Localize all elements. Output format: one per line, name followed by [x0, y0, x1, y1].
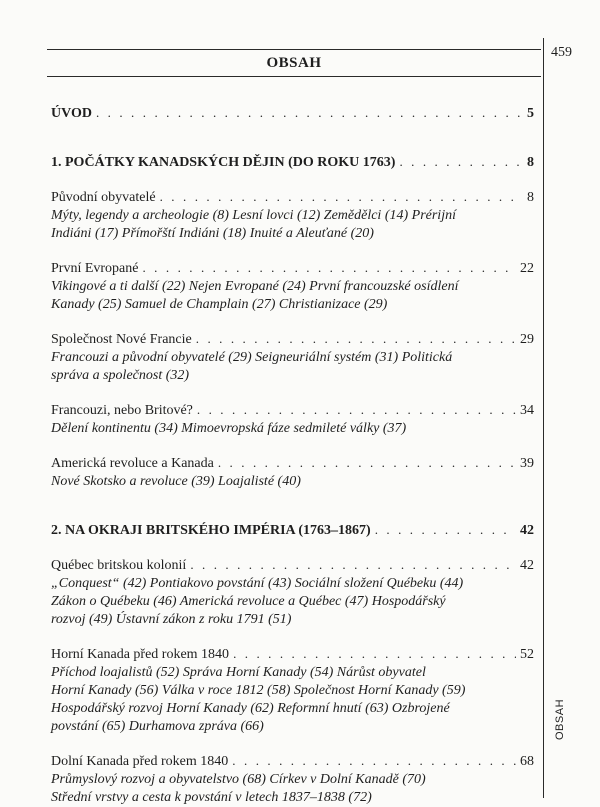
toc-section: [51, 188, 534, 243]
section-label: První Evropané: [51, 261, 139, 276]
subsection-list: [51, 420, 534, 438]
subsection-line: Střední vrstvy a cesta k povstání v letech 1837–1838 (72): [51, 790, 372, 805]
dot-leader: [197, 401, 516, 419]
section-page: 39: [520, 456, 534, 471]
entry-page: 5: [527, 106, 534, 121]
section-page: 22: [520, 261, 534, 276]
toc-section: [51, 752, 534, 807]
chapter-page: 42: [520, 523, 534, 538]
section-row: [51, 188, 534, 207]
page-title: OBSAH: [266, 55, 322, 71]
subsection-line: Vikingové a ti další (22) Nejen Evropané (24) První francouzské osídlení: [51, 279, 459, 294]
subsection-line: Příchod loajalistů (52) Správa Horní Kanady (54) Nárůst obyvatel: [51, 665, 426, 680]
section-page: 8: [527, 190, 534, 205]
section-label: Québec britskou kolonií: [51, 558, 187, 573]
section-label: Původní obyvatelé: [51, 190, 156, 205]
dot-leader: [160, 188, 523, 206]
section-row: [51, 556, 534, 575]
subsection-list: [51, 207, 534, 243]
page-number: 459: [551, 45, 572, 60]
subsection-line: povstání (65) Durhamova zpráva (66): [51, 719, 264, 734]
toc-content: [51, 104, 534, 807]
dot-leader: [218, 454, 516, 472]
toc-section: [51, 330, 534, 385]
toc-section: [51, 454, 534, 491]
dot-leader: [142, 259, 516, 277]
section-page: 42: [520, 558, 534, 573]
subsection-line: Nové Skotsko a revoluce (39) Loajalisté (40): [51, 474, 301, 489]
chapter-label: 2. NA OKRAJI BRITSKÉHO IMPÉRIA (1763–1867): [51, 523, 371, 538]
entry-label: ÚVOD: [51, 106, 92, 121]
toc-intro-entry: [51, 104, 534, 123]
section-label: Horní Kanada před rokem 1840: [51, 647, 230, 662]
dot-leader: [196, 330, 516, 348]
section-row: [51, 401, 534, 420]
subsection-line: Hospodářský rozvoj Horní Kanady (62) Reformní hnutí (63) Ozbrojené: [51, 701, 450, 716]
dot-leader: [375, 521, 516, 539]
subsection-line: Horní Kanady (56) Válka v roce 1812 (58) Společnost Horní Kanady (59): [51, 683, 466, 698]
toc-section: [51, 401, 534, 438]
subsection-list: [51, 473, 534, 491]
subsection-list: [51, 575, 534, 629]
subsection-list: [51, 278, 534, 314]
section-label: Společnost Nové Francie: [51, 332, 192, 347]
section-row: [51, 259, 534, 278]
section-label: Francouzi, nebo Britové?: [51, 403, 193, 418]
header-rule-bottom: [47, 76, 541, 77]
section-page: 29: [520, 332, 534, 347]
chapter-label: 1. POČÁTKY KANADSKÝCH DĚJIN (DO ROKU 1763): [51, 155, 396, 170]
dot-leader: [399, 153, 523, 171]
section-label: Dolní Kanada před rokem 1840: [51, 754, 229, 769]
vertical-rule: [543, 38, 544, 798]
toc-chapter-2: [51, 521, 534, 540]
subsection-line: Zákon o Québeku (46) Americká revoluce a Québec (47) Hospodářský: [51, 594, 446, 609]
toc-section: [51, 556, 534, 629]
subsection-line: Indiáni (17) Přímořští Indiáni (18) Inuité a Aleuťané (20): [51, 226, 374, 241]
subsection-line: Mýty, legendy a archeologie (8) Lesní lovci (12) Zemědělci (14) Prérijní: [51, 208, 456, 223]
dot-leader: [96, 104, 523, 122]
dot-leader: [233, 645, 516, 663]
subsection-line: rozvoj (49) Ústavní zákon z roku 1791 (51): [51, 612, 292, 627]
dot-leader: [232, 752, 516, 770]
section-row: [51, 752, 534, 771]
section-row: [51, 645, 534, 664]
toc-section: [51, 259, 534, 314]
subsection-line: správa a společnost (32): [51, 368, 190, 383]
dot-leader: [190, 556, 516, 574]
header-rule-top: [47, 49, 541, 50]
subsection-line: Francouzi a původní obyvatelé (29) Seigneuriální systém (31) Politická: [51, 350, 453, 365]
section-page: 34: [520, 403, 534, 418]
toc-section: [51, 645, 534, 736]
section-page: 68: [520, 754, 534, 769]
section-label: Americká revoluce a Kanada: [51, 456, 214, 471]
chapter-page: 8: [527, 155, 534, 170]
section-page: 52: [520, 647, 534, 662]
subsection-line: Průmyslový rozvoj a obyvatelstvo (68) Církev v Dolní Kanadě (70): [51, 772, 426, 787]
subsection-line: „Conquest“ (42) Pontiakovo povstání (43) Sociální složení Québeku (44): [51, 576, 464, 591]
toc-chapter-1: [51, 153, 534, 172]
subsection-list: [51, 771, 534, 807]
subsection-list: [51, 664, 534, 736]
section-row: [51, 330, 534, 349]
side-label: OBSAH: [554, 698, 566, 740]
subsection-line: Dělení kontinentu (34) Mimoevropská fáze sedmileté války (37): [51, 421, 407, 436]
subsection-list: [51, 349, 534, 385]
subsection-line: Kanady (25) Samuel de Champlain (27) Christianizace (29): [51, 297, 388, 312]
section-row: [51, 454, 534, 473]
